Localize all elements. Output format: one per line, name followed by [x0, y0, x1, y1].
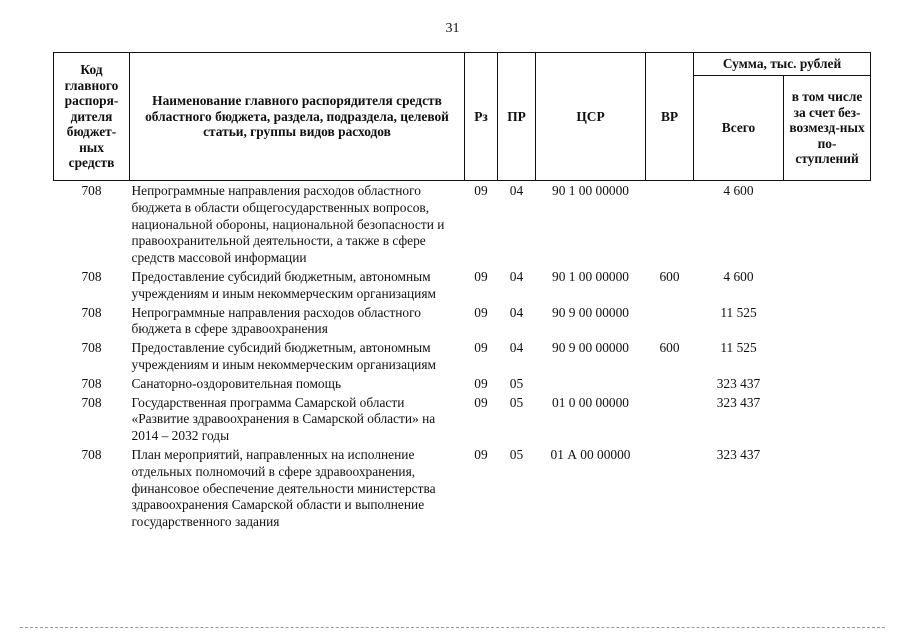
- cell-pr: 05: [509, 375, 524, 391]
- cell-rz: 09: [474, 304, 488, 320]
- cell-total: 323 437: [716, 394, 761, 410]
- cell-total: 323 437: [716, 375, 761, 391]
- cell-free: [784, 269, 871, 305]
- cell-vr: [646, 305, 694, 341]
- cell-csr: 90 9 00 00000: [552, 340, 629, 356]
- cell-name: План мероприятий, направленных на исполнение отдельных полномочий в сфере здравоохранения, финансовое обеспечение деятельности министерства здравоохранения Самарской области и выполнение государственного задания: [131, 446, 436, 530]
- cell-name: Предоставление субсидий бюджетным, автономным учреждениям и иным некоммерческим организациям: [131, 268, 436, 301]
- header-vr: ВР: [646, 53, 694, 181]
- table-row: [54, 447, 871, 533]
- cell-free: [784, 447, 871, 533]
- header-rz: Рз: [465, 53, 498, 181]
- header-pr: ПР: [498, 53, 536, 181]
- cell-vr: [646, 376, 694, 395]
- cell-csr: 90 1 00 00000: [552, 268, 629, 284]
- cell-pr: 04: [509, 304, 524, 320]
- table-row: [54, 340, 871, 376]
- cell-vr: [646, 181, 694, 269]
- table-row: [54, 376, 871, 395]
- cell-total: 4 600: [723, 268, 754, 284]
- header-free: в том числе за счет без-возмезд-ных по-ступлений: [784, 76, 871, 181]
- cell-total: 323 437: [716, 446, 761, 462]
- header-csr: ЦСР: [536, 53, 646, 181]
- cell-free: [784, 340, 871, 376]
- cell-rz: 09: [474, 375, 488, 391]
- cell-name: Предоставление субсидий бюджетным, автономным учреждениям и иным некоммерческим организациям: [131, 340, 436, 372]
- cell-rz: 09: [474, 446, 488, 462]
- cell-vr: 600: [659, 340, 680, 356]
- header-code: Код главного распоря-дителя бюджет-ных средств: [54, 53, 130, 181]
- table-header: [54, 53, 871, 181]
- cell-code: 708: [81, 394, 102, 410]
- cell-total: 11 525: [720, 304, 757, 320]
- cell-vr: [646, 447, 694, 533]
- cell-name: Непрограммные направления расходов областного бюджета в сфере здравоохранения: [131, 304, 421, 337]
- page-number: 31: [445, 21, 460, 36]
- cell-total: 4 600: [723, 183, 754, 198]
- cell-csr: 01 А 00 00000: [550, 446, 631, 462]
- cell-pr: 04: [509, 268, 524, 284]
- cell-free: [784, 395, 871, 447]
- cell-csr: 01 0 00 00000: [552, 394, 629, 410]
- cell-free: [784, 305, 871, 341]
- cell-csr: [536, 376, 646, 395]
- table-row: [54, 395, 871, 447]
- cell-rz: 09: [474, 183, 488, 198]
- cell-free: [784, 376, 871, 395]
- cell-rz: 09: [474, 268, 488, 284]
- table-row: [54, 305, 871, 341]
- table-row: [54, 269, 871, 305]
- header-name: Наименование главного распорядителя средств областного бюджета, раздела, подраздела, целевой статьи, группы видов расходов: [130, 53, 465, 181]
- table-body: [54, 181, 871, 533]
- cell-code: 708: [81, 304, 102, 320]
- cell-code: 708: [81, 268, 102, 284]
- cell-free: [784, 181, 871, 269]
- cell-code: 708: [81, 446, 102, 462]
- table-row: [54, 181, 871, 269]
- cell-code: 708: [81, 183, 102, 198]
- cell-name: Государственная программа Самарской области «Развитие здравоохранения в Самарской области» на 2014 – 2032 годы: [131, 394, 436, 444]
- cell-pr: 04: [509, 183, 524, 198]
- cell-total: 11 525: [720, 340, 757, 356]
- header-total: Всего: [694, 76, 784, 181]
- cell-rz: 09: [474, 394, 488, 410]
- cell-pr: 04: [509, 340, 524, 356]
- cell-csr: 90 9 00 00000: [552, 304, 629, 320]
- cell-pr: 05: [509, 394, 524, 410]
- cell-rz: 09: [474, 340, 488, 356]
- cell-vr: [646, 395, 694, 447]
- budget-table: [53, 52, 871, 533]
- header-sum: Сумма, тыс. рублей: [694, 53, 871, 76]
- cell-code: 708: [81, 375, 102, 391]
- cell-csr: 90 1 00 00000: [552, 183, 629, 198]
- cell-name: Непрограммные направления расходов областного бюджета в области общегосударственных вопросов, национальной обороны, национальной безопасности и правоохранительной деятельности, а также в сфере средств массовой информации: [131, 183, 445, 266]
- cell-vr: 600: [659, 268, 680, 284]
- cell-pr: 05: [509, 446, 524, 462]
- cell-code: 708: [81, 340, 102, 356]
- page-bottom-edge: [20, 627, 885, 628]
- cell-name: Санаторно-оздоровительная помощь: [131, 375, 342, 391]
